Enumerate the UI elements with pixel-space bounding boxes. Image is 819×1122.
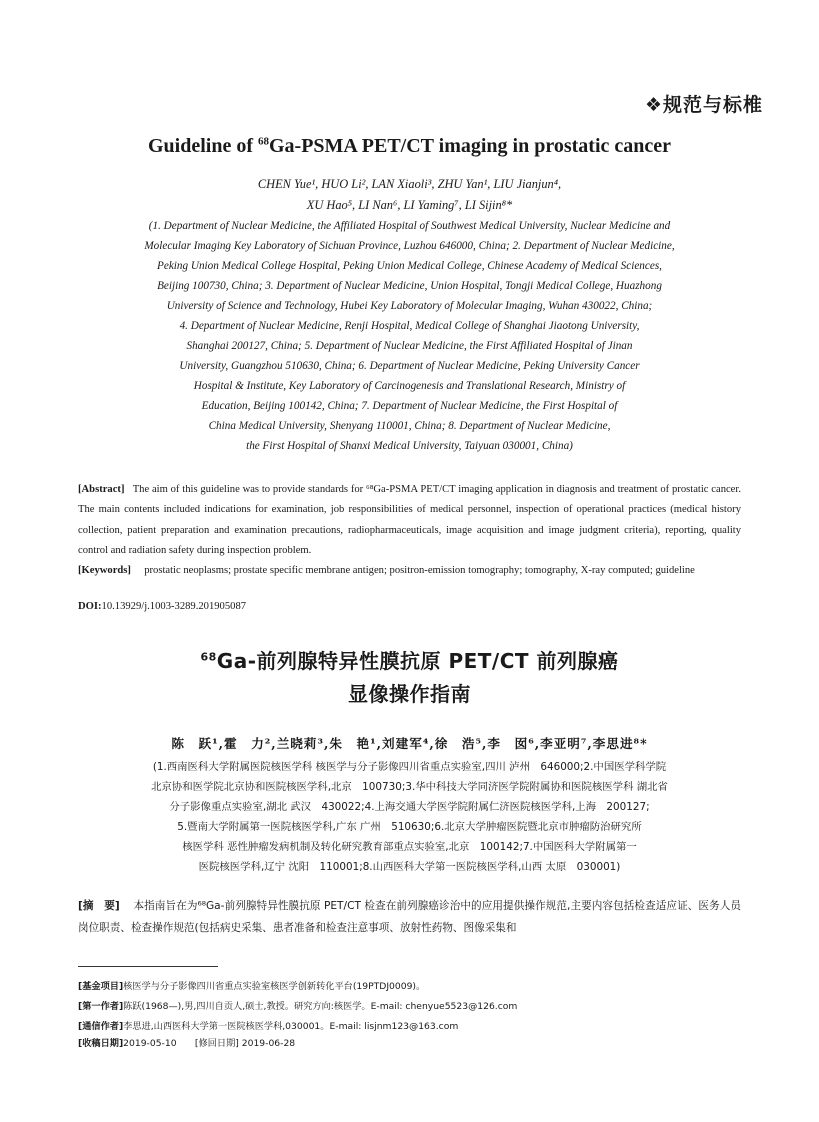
chinese-title-text: Ga-前列腺特异性膜抗原 PET/CT 前列腺癌 <box>216 649 619 673</box>
english-abstract <box>78 480 741 561</box>
chinese-abstract-label: [摘 要] <box>78 900 120 912</box>
english-affiliation-line: Peking Union Medical College Hospital, Peking Union Medical College, Chinese Academy of Medical Sciences, <box>157 260 662 272</box>
english-title-superscript: 68 <box>257 135 269 148</box>
chinese-affiliation-line: 核医学科 恶性肿瘤发病机制及转化研究教育部重点实验室,北京 100142;7.中国医科大学附属第一 <box>182 841 637 853</box>
english-affiliation-line: Beijing 100730, China; 3. Department of Nuclear Medicine, Union Hospital, Tongji Medical College, Huazhong <box>157 280 662 292</box>
keywords-text: prostatic neoplasms; prostate specific membrane antigen; positron-emission tomography; tomography, X-ray computed; guideline <box>144 565 695 576</box>
english-affiliation-line: University of Science and Technology, Hubei Key Laboratory of Molecular Imaging, Wuhan 430022, China; <box>166 300 653 312</box>
english-authors-line-2: XU Hao⁵, LI Nan⁶, LI Yaming⁷, LI Sijin⁸* <box>306 198 513 212</box>
footnote-funding <box>78 978 425 992</box>
chinese-affiliation-line: 北京协和医学院北京协和医院核医学科,北京 100730;3.华中科技大学同济医学院附属协和医院核医学科 湖北省 <box>151 781 668 793</box>
footnote-text: 李思进,山西医科大学第一医院核医学科,030001。E-mail: lisjnm123@163.com <box>123 1021 459 1032</box>
footnote-corresponding-author <box>78 1018 458 1032</box>
abstract-label: [Abstract] <box>78 484 125 495</box>
chinese-affiliation-line: 5.暨南大学附属第一医院核医学科,广东 广州 510630;6.北京大学肿瘤医院暨北京市肿瘤防治研究所 <box>177 821 642 833</box>
chinese-affiliation-line: (1.西南医科大学附属医院核医学科 核医学与分子影像四川省重点实验室,四川 泸州 646000;2.中国医学科学院 <box>152 761 667 773</box>
english-title-prefix: Guideline of <box>147 135 258 157</box>
footnote-dates <box>78 1035 295 1049</box>
chinese-affiliation-line: 分子影像重点实验室,湖北 武汉 430022;4.上海交通大学医学院附属仁济医院核医学科,上海 200127; <box>169 801 650 813</box>
english-affiliation-line: Hospital & Institute, Key Laboratory of Carcinogenesis and Translational Research, Ministry of <box>193 380 626 392</box>
english-title-rest: Ga-PSMA PET/CT imaging in prostatic cancer <box>268 135 672 157</box>
english-affiliation-line: Shanghai 200127, China; 5. Department of Nuclear Medicine, the First Affiliated Hospital of Jinan <box>186 340 633 352</box>
chinese-title-superscript: 68 <box>200 650 217 664</box>
chinese-authors: 陈 跃¹,霍 力²,兰晓莉³,朱 艳¹,刘建军⁴,徐 浩⁵,李 囡⁶,李亚明⁷,李思进⁸* <box>171 736 648 751</box>
footnote-label: [第一作者] <box>78 1001 124 1012</box>
english-affiliation-line: University, Guangzhou 510630, China; 6. Department of Nuclear Medicine, Peking University Cancer <box>179 360 640 372</box>
footnote-label: [通信作者] <box>78 1021 124 1032</box>
footnote-first-author <box>78 998 517 1012</box>
chinese-abstract <box>78 895 741 939</box>
doi <box>78 601 246 612</box>
footnote-text: 核医学与分子影像四川省重点实验室核医学创新转化平台(19PTDJ0009)。 <box>123 981 426 992</box>
chinese-affiliation-line: 医院核医学科,辽宁 沈阳 110001;8.山西医科大学第一医院核医学科,山西 太原 030001) <box>198 861 621 873</box>
english-authors-line-1: CHEN Yue¹, HUO Li², LAN Xiaoli³, ZHU Yan¹, LIU Jianjun⁴, <box>257 177 562 191</box>
chinese-title-line-2: 显像操作指南 <box>348 682 471 706</box>
chinese-title-line-1 <box>0 645 819 674</box>
english-title <box>0 135 819 158</box>
footnote-text: 陈跃(1968—),男,四川自贡人,硕士,教授。研究方向:核医学。E-mail: chenyue5523@126.com <box>123 1001 518 1012</box>
english-affiliation-line: (1. Department of Nuclear Medicine, the Affiliated Hospital of Southwest Medical University, Nuclear Medicine and <box>148 220 671 232</box>
english-keywords <box>78 561 741 581</box>
english-affiliation-line: Education, Beijing 100142, China; 7. Department of Nuclear Medicine, the First Hospital of <box>201 400 618 412</box>
footnote-divider <box>78 966 218 967</box>
chinese-abstract-text: 本指南旨在为⁶⁸Ga-前列腺特异性膜抗原 PET/CT 检查在前列腺癌诊治中的应用提供操作规范,主要内容包括检查适应证、医务人员岗位职责、检查操作规范(包括病史采集、患者准备和检查注意事项、放射性药物、图像采集和 <box>78 900 741 934</box>
footnote-text: 2019-05-10 [修回日期] 2019-06-28 <box>123 1038 296 1049</box>
section-tag: ❖规范与标椎 <box>644 94 763 116</box>
abstract-text: The aim of this guideline was to provide standards for ⁶⁸Ga-PSMA PET/CT imaging application in diagnosis and treatment of prostatic cancer. The main contents included indications for examination, job responsibilities of medical personnel, inspection of operational practices (medical history collection, patient preparation and examination precautions, radiopharmaceuticals, image acquisition and image judgment criteria), reporting, quality control and radiation safety during inspection problem. <box>78 484 741 556</box>
english-affiliation-line: 4. Department of Nuclear Medicine, Renji Hospital, Medical College of Shanghai Jiaotong University, <box>179 320 640 332</box>
footnote-label: [基金项目] <box>78 981 124 992</box>
doi-value[interactable]: 10.13929/j.1003-3289.201905087 <box>101 601 247 612</box>
english-affiliation-line: the First Hospital of Shanxi Medical University, Taiyuan 030001, China) <box>246 440 573 452</box>
keywords-label: [Keywords] <box>78 565 131 576</box>
english-affiliation-line: China Medical University, Shenyang 110001, China; 8. Department of Nuclear Medicine, <box>208 420 611 432</box>
english-affiliation-line: Molecular Imaging Key Laboratory of Sichuan Province, Luzhou 646000, China; 2. Department of Nuclear Medicine, <box>144 240 675 252</box>
footnote-label: [收稿日期] <box>78 1038 124 1049</box>
doi-label: DOI: <box>78 601 102 612</box>
